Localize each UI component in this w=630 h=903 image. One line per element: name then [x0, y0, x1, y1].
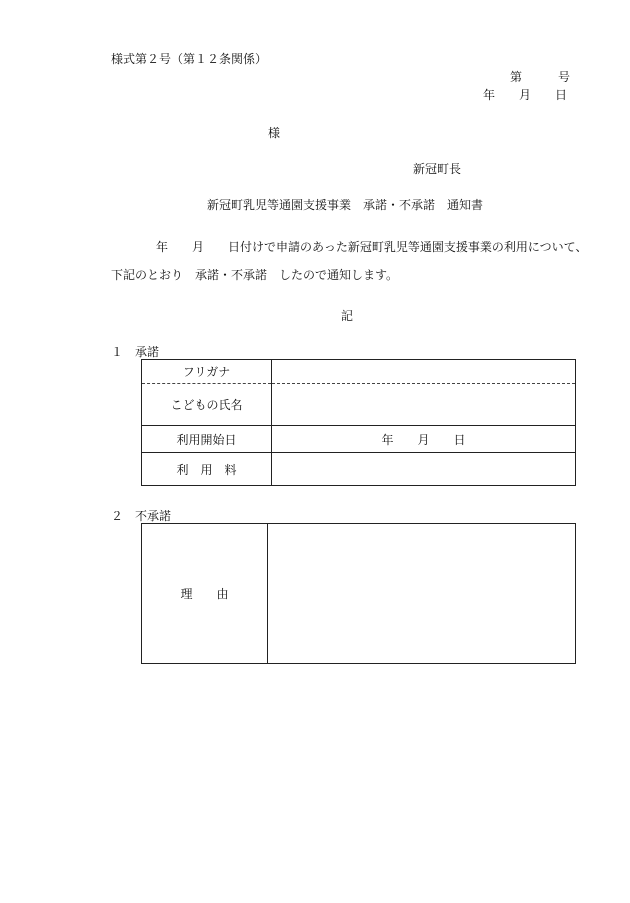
section-approval-heading: １ 承諾 [111, 345, 160, 359]
document-title: 新冠町乳児等通園支援事業 承諾・不承諾 通知書 [207, 198, 484, 212]
furigana-label: フリガナ [142, 360, 272, 384]
table-row [142, 524, 576, 664]
approval-table [141, 359, 576, 486]
reason-label: 理 由 [142, 524, 268, 664]
child-name-label: こどもの氏名 [142, 384, 272, 426]
start-date-value[interactable]: 年 月 日 [272, 426, 576, 453]
table-row [142, 384, 576, 426]
refusal-table [141, 523, 576, 664]
document-number: 第 号 [510, 70, 571, 84]
body-line-2: 下記のとおり 承諾・不承諾 したので通知します。 [111, 268, 399, 282]
fee-label: 利 用 料 [142, 453, 272, 486]
body-line-1: 年 月 日付けで申請のあった新冠町乳児等通園支援事業の利用について、 [156, 240, 588, 254]
ki-heading: 記 [341, 309, 354, 323]
reason-value[interactable] [268, 524, 576, 664]
table-row [142, 360, 576, 384]
issue-date: 年 月 日 [483, 88, 568, 102]
table-row [142, 453, 576, 486]
fee-value[interactable] [272, 453, 576, 486]
addressee-suffix: 様 [268, 126, 281, 140]
start-date-label: 利用開始日 [142, 426, 272, 453]
child-name-value[interactable] [272, 384, 576, 426]
issuer-name: 新冠町長 [413, 162, 462, 176]
form-number: 様式第２号（第１２条関係） [111, 52, 268, 66]
furigana-value[interactable] [272, 360, 576, 384]
section-refusal-heading: ２ 不承諾 [111, 509, 172, 523]
table-row [142, 426, 576, 453]
